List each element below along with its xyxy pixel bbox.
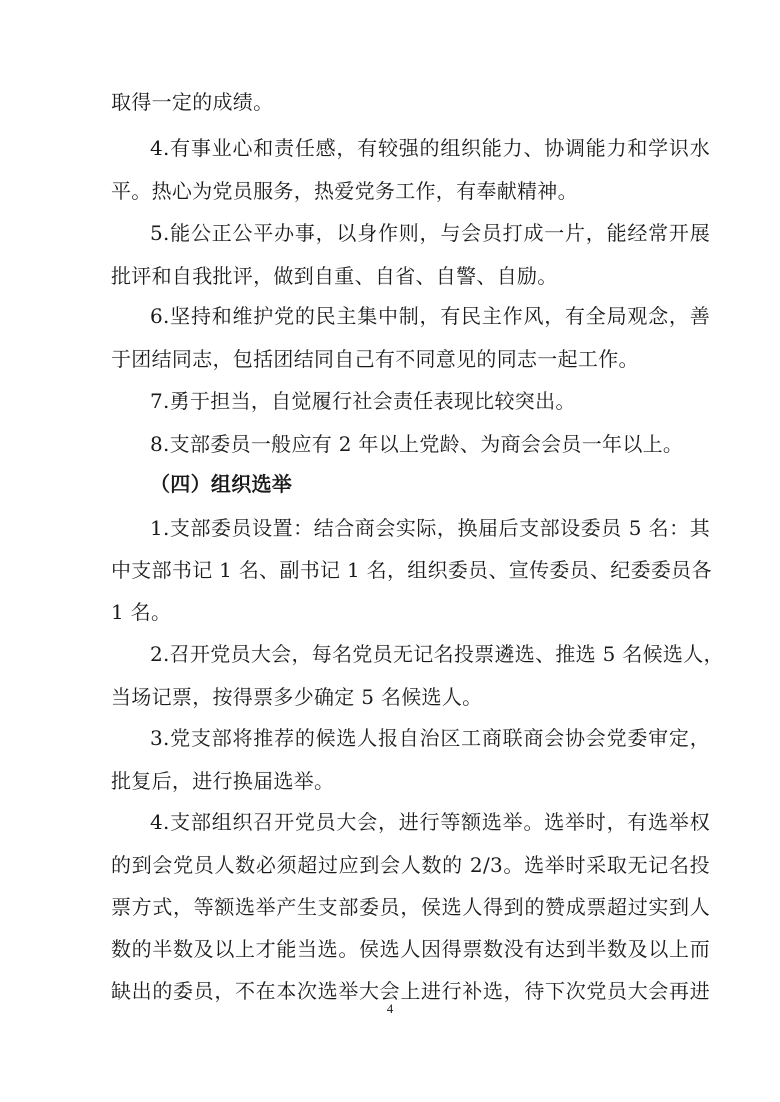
text-line: 中支部书记 1 名、副书记 1 名，组织委员、宣传委员、纪委委员各: [111, 558, 712, 582]
text-line: 6.坚持和维护党的民主集中制，有民主作风，有全局观念，善: [150, 304, 710, 328]
text-line: 数的半数及以上才能当选。侯选人因得票数没有达到半数及以上而: [111, 937, 710, 961]
text-line: 2.召开党员大会，每名党员无记名投票遴选、推选 5 名候选人，: [150, 642, 724, 666]
text-line: 4.支部组织召开党员大会，进行等额选举。选举时，有选举权: [150, 810, 710, 834]
text-line: 批评和自我批评，做到自重、自省、自警、自励。: [111, 264, 558, 288]
text-line: 当场记票，按得票多少确定 5 名候选人。: [111, 685, 483, 709]
section-heading: （四）组织选举: [150, 472, 293, 496]
text-line: 的到会党员人数必须超过应到会人数的 2/3。选举时采取无记名投: [111, 853, 710, 877]
text-line: 5.能公正公平办事，以身作则，与会员打成一片，能经常开展: [150, 221, 710, 245]
text-line: 于团结同志，包括团结同自己有不同意见的同志一起工作。: [111, 347, 639, 371]
text-line: 7.勇于担当，自觉履行社会责任表现比较突出。: [150, 389, 576, 413]
text-line: 批复后，进行换届选举。: [111, 769, 335, 793]
page-number: 4: [386, 1001, 394, 1016]
text-line: 取得一定的成绩。: [111, 90, 274, 114]
text-line: 4.有事业心和责任感，有较强的组织能力、协调能力和学识水: [150, 136, 710, 160]
text-line: 3.党支部将推荐的候选人报自治区工商联商会协会党委审定，: [150, 726, 710, 750]
text-line: 8.支部委员一般应有 2 年以上党龄、为商会会员一年以上。: [150, 432, 684, 456]
text-line: 缺出的委员，不在本次选举大会上进行补选，待下次党员大会再进: [111, 979, 710, 1003]
text-line: 票方式，等额选举产生支部委员，侯选人得到的赞成票超过实到人: [111, 895, 710, 919]
text-line: 1.支部委员设置：结合商会实际，换届后支部设委员 5 名：其: [150, 516, 710, 540]
text-line: 平。热心为党员服务，热爱党务工作，有奉献精神。: [111, 179, 578, 203]
text-line: 1 名。: [111, 600, 172, 624]
